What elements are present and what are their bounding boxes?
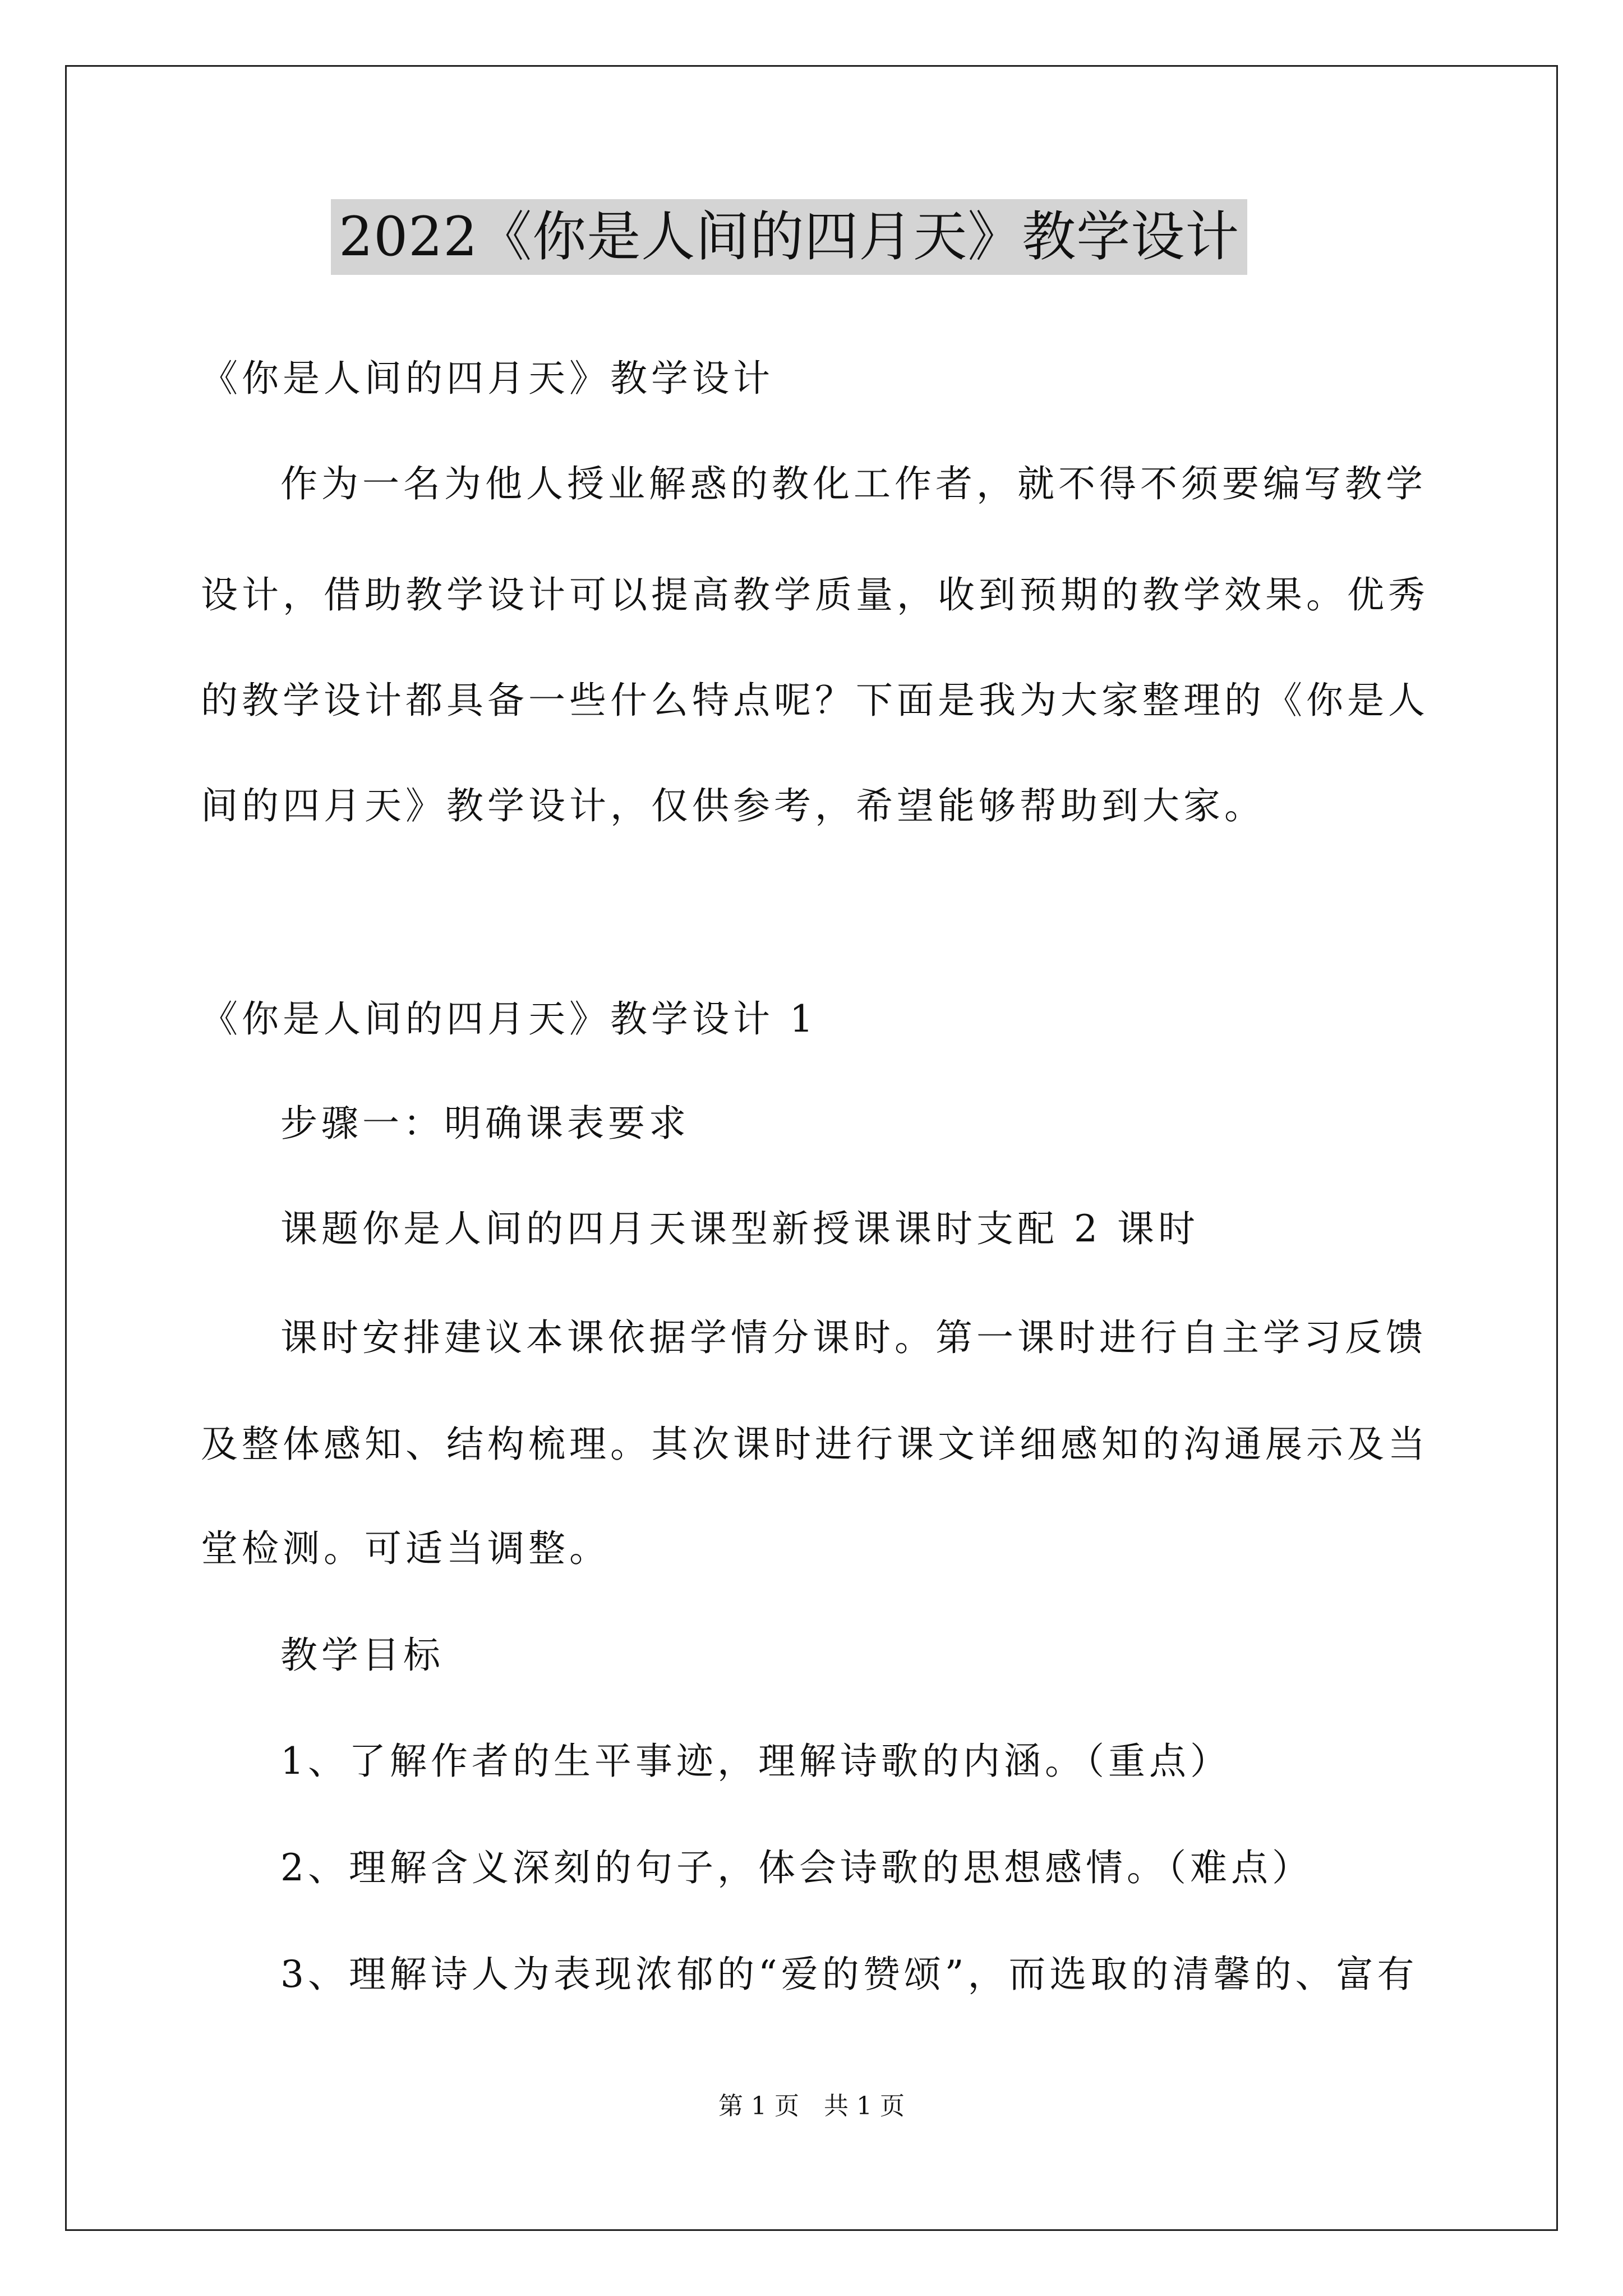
paragraph-line: 间的四月天》教学设计，仅供参考，希望能够帮助到大家。 [201, 784, 1265, 827]
paragraph-line: 教学目标 [280, 1634, 444, 1677]
page-footer: 第 1 页 共 1 页 [718, 2092, 905, 2120]
paragraph-line: 3、理解诗人为表现浓郁的“爱的赞颂”，而选取的清馨的、富有 [280, 1953, 1418, 1996]
paragraph-line: 及整体感知、结构梳理。其次课时进行课文详细感知的沟通展示及当 [201, 1423, 1429, 1466]
paragraph-line: 步骤一：明确课表要求 [280, 1102, 690, 1145]
paragraph-line: 2、理解含义深刻的句子，体会诗歌的思想感情。（难点） [280, 1846, 1313, 1889]
section-heading: 《你是人间的四月天》教学设计 1 [201, 997, 817, 1041]
paragraph-line: 作为一名为他人授业解惑的教化工作者，就不得不须要编写教学 [280, 462, 1427, 505]
paragraph-line: 堂检测。可适当调整。 [201, 1527, 610, 1570]
paragraph-line: 设计，借助教学设计可以提高教学质量，收到预期的教学效果。优秀 [201, 573, 1429, 616]
paragraph-line: 课时安排建议本课依据学情分课时。第一课时进行自主学习反馈 [280, 1316, 1427, 1359]
paragraph-line: 课题你是人间的四月天课型新授课课时支配 2 课时 [280, 1207, 1199, 1250]
document-title: 2022《你是人间的四月天》教学设计 [331, 199, 1247, 275]
subtitle-line: 《你是人间的四月天》教学设计 [201, 357, 774, 400]
paragraph-line: 1、了解作者的生平事迹，理解诗歌的内涵。（重点） [280, 1740, 1231, 1783]
paragraph-line: 的教学设计都具备一些什么特点呢？下面是我为大家整理的《你是人 [201, 679, 1429, 722]
